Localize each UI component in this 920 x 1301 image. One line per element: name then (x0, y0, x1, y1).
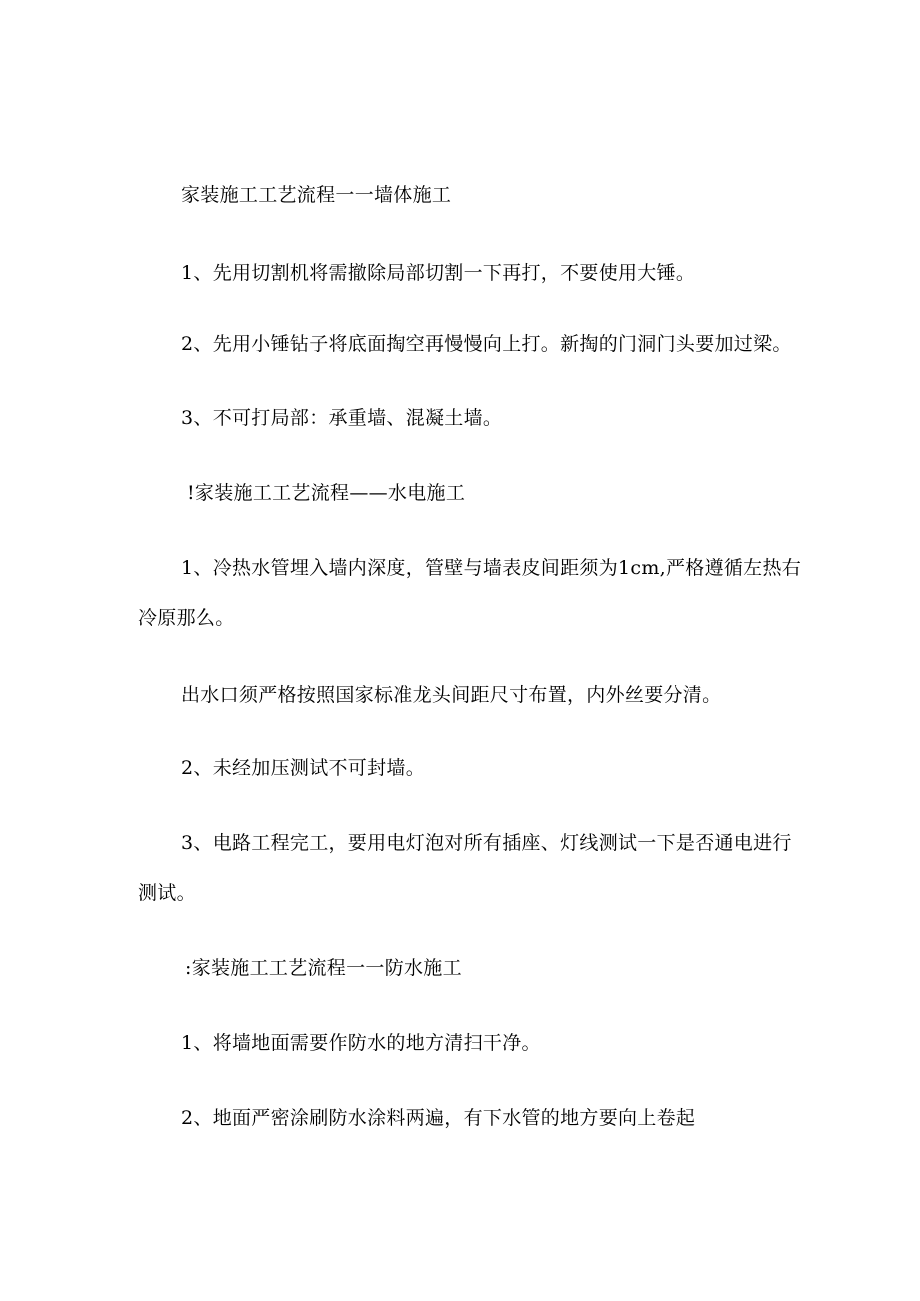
electric-item-3-line-1: 3、电路工程完工，要用电灯泡对所有插座、灯线测试一下是否通电进行 (181, 832, 792, 854)
section-heading-plumbing-electric: !家装施工工艺流程——水电施工 (187, 482, 466, 504)
plumbing-item-2: 2、未经加压测试不可封墙。 (181, 757, 425, 779)
wall-item-1: 1、先用切割机将需撤除局部切割一下再打，不要使用大锤。 (181, 262, 696, 284)
electric-item-3-line-2: 测试。 (138, 882, 196, 904)
plumbing-note: 出水口须严格按照国家标准龙头间距尺寸布置，内外丝要分清。 (181, 684, 722, 706)
section-heading-wall: 家装施工工艺流程一一墙体施工 (181, 184, 452, 206)
waterproofing-item-1: 1、将墙地面需要作防水的地方清扫干净。 (181, 1032, 541, 1054)
plumbing-item-1-line-1: 1、冷热水管埋入墙内深度，管壁与墙表皮间距须为1cm,严格遵循左热右 (181, 557, 802, 579)
wall-item-3: 3、不可打局部：承重墙、混凝土墙。 (181, 407, 503, 429)
waterproofing-item-2: 2、地面严密涂刷防水涂料两遍，有下水管的地方要向上卷起 (181, 1107, 696, 1129)
plumbing-item-1-line-2: 冷原那么。 (138, 607, 235, 629)
wall-item-2: 2、先用小锤钻子将底面掏空再慢慢向上打。新掏的门洞门头要加过梁。 (181, 333, 792, 355)
section-heading-waterproofing: :家装施工工艺流程一一防水施工 (185, 957, 462, 979)
